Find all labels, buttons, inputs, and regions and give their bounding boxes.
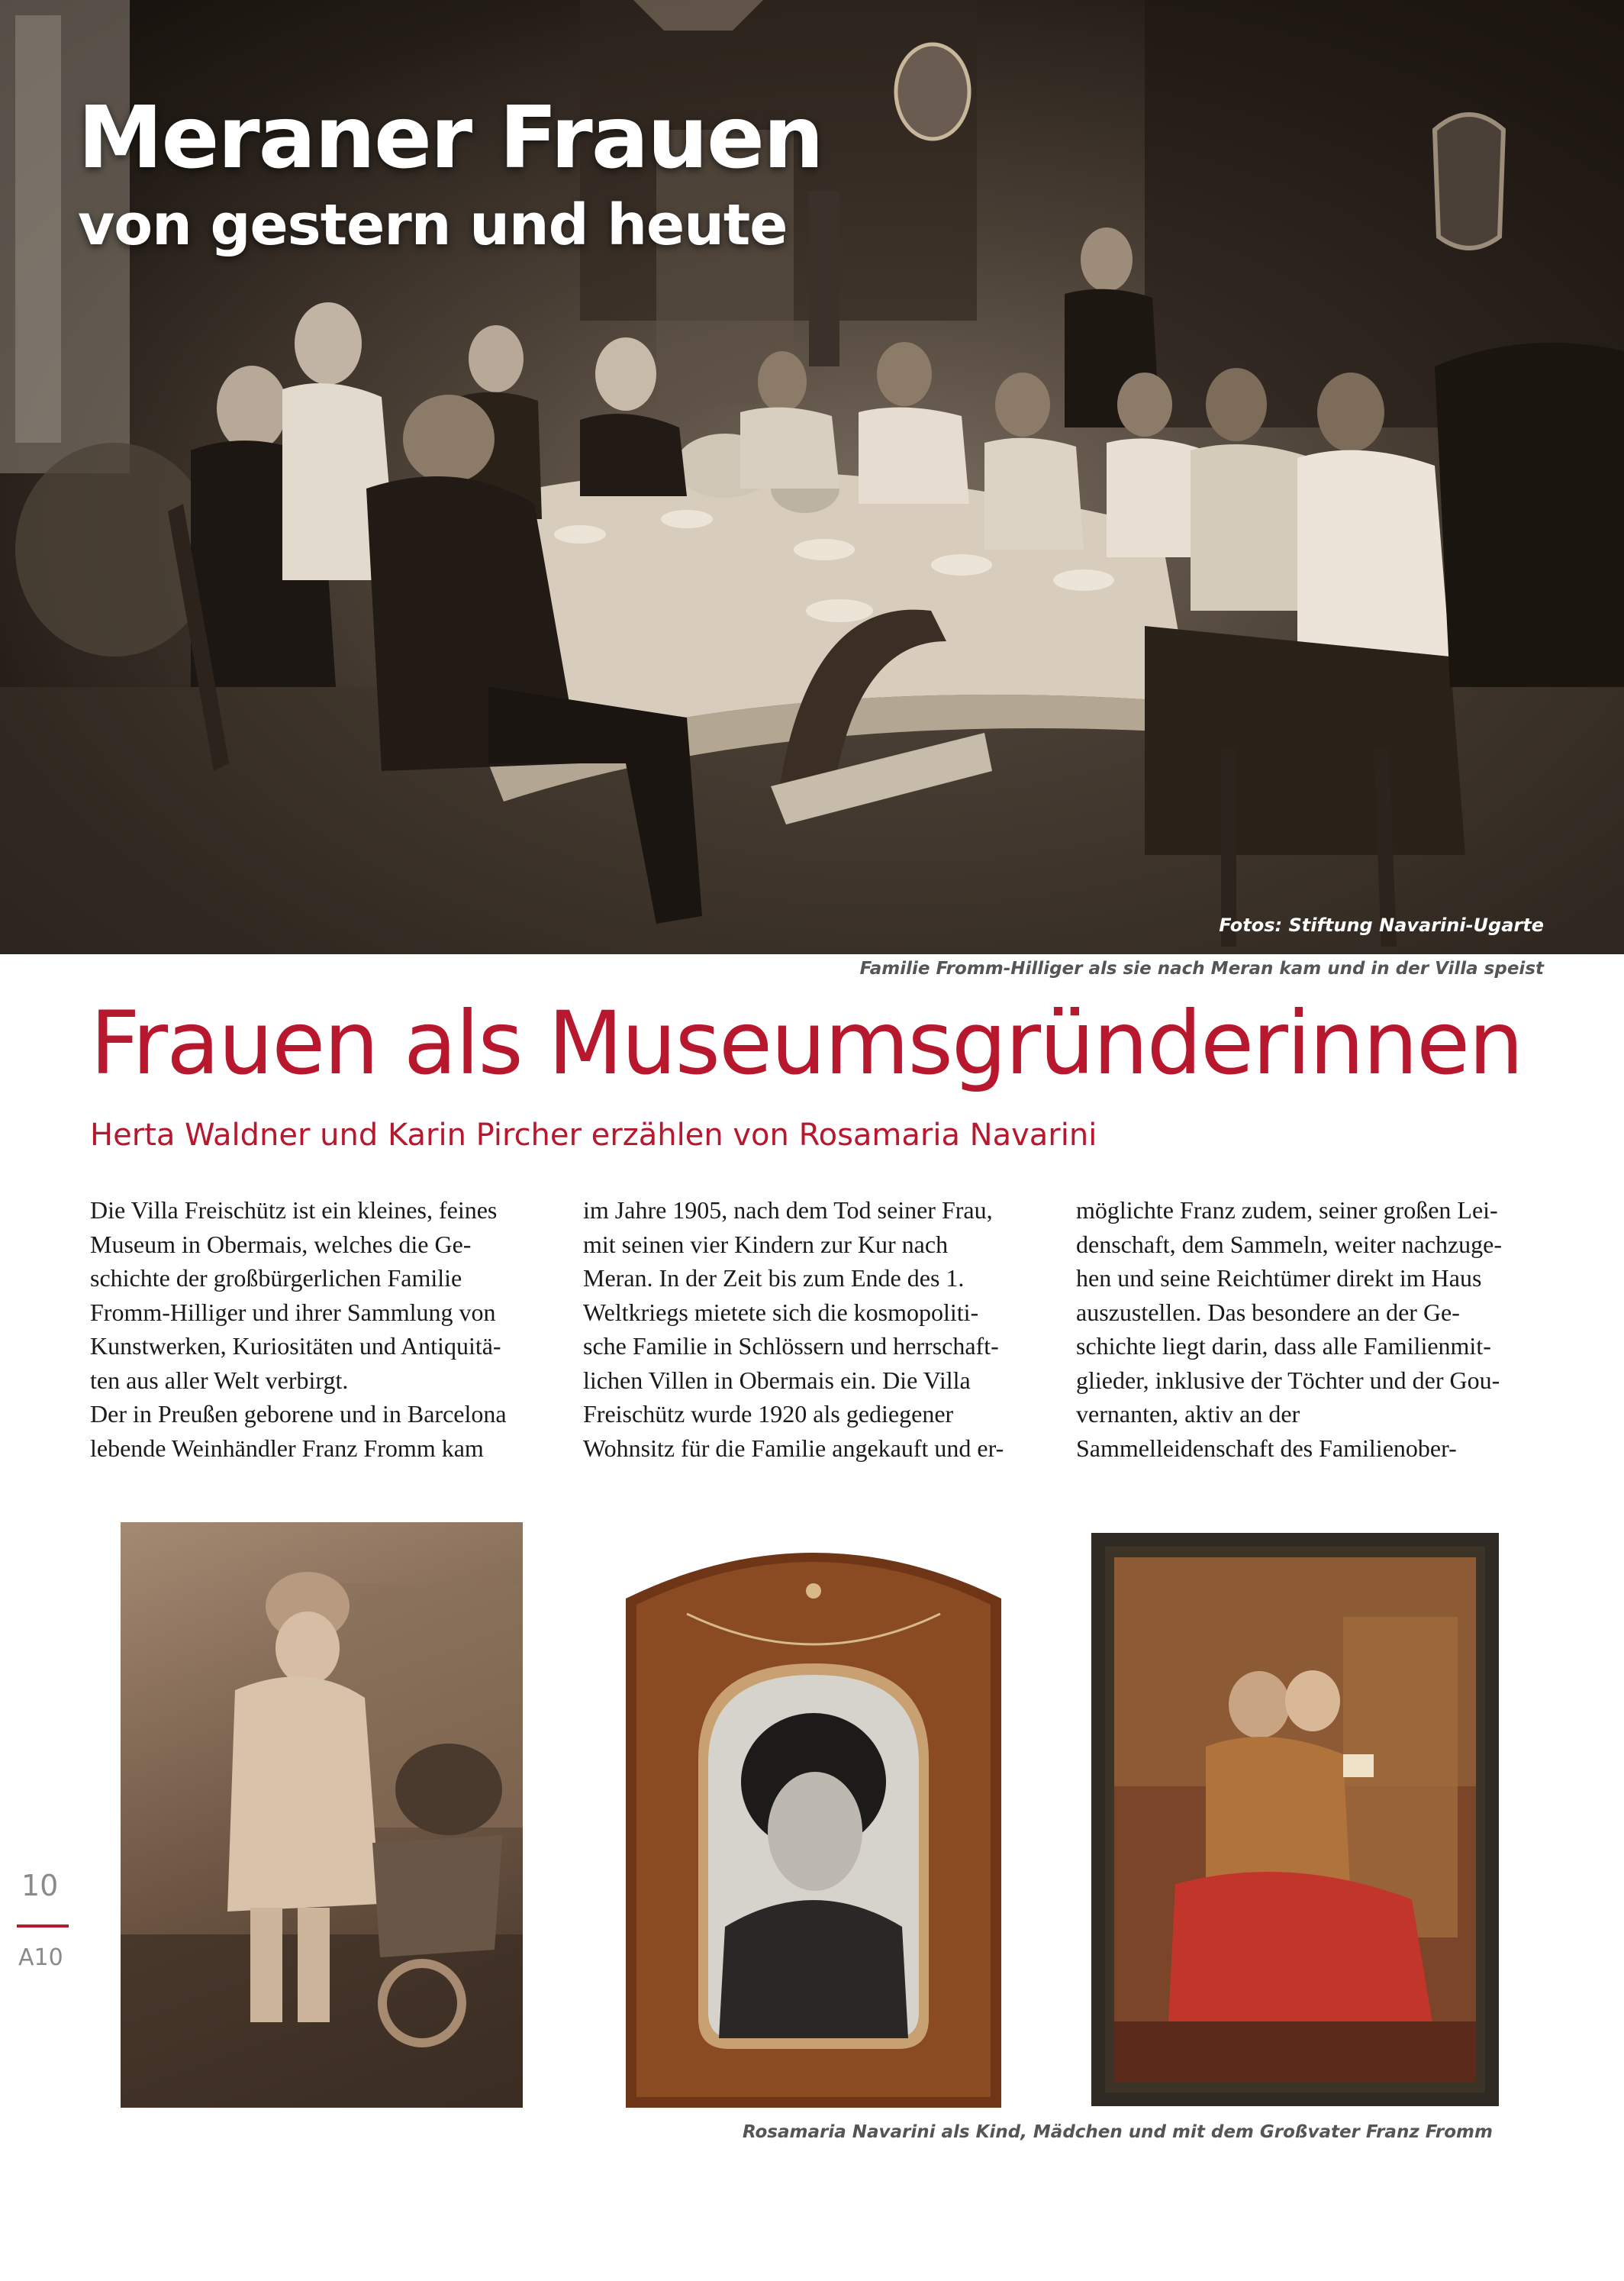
text-line: lebende Weinhändler Franz Fromm kam bbox=[90, 1434, 484, 1462]
article-headline: Frauen als Museumsgründerinnen bbox=[90, 992, 1522, 1094]
text-line: Freischütz wurde 1920 als gediegener bbox=[583, 1400, 954, 1428]
article-subheadline: Herta Waldner und Karin Pircher erzählen von Rosamaria Navarini bbox=[90, 1118, 1097, 1153]
text-line: Meran. In der Zeit bis zum Ende des 1. bbox=[583, 1264, 965, 1292]
hero-photo bbox=[0, 0, 1624, 954]
text-line: Fromm-Hilliger und ihrer Sammlung von bbox=[90, 1298, 496, 1326]
text-line: Der in Preußen geborene und in Barcelona bbox=[90, 1400, 507, 1428]
bottom-caption: Rosamaria Navarini als Kind, Mädchen und mit dem Großvater Franz Fromm bbox=[742, 2122, 1493, 2142]
text-column-3 bbox=[1076, 1193, 1543, 1465]
text-line: auszustellen. Das besondere an der Ge- bbox=[1076, 1298, 1460, 1326]
text-line: Museum in Obermais, welches die Ge- bbox=[90, 1230, 472, 1258]
portrait-frame-photo bbox=[626, 1530, 1001, 2108]
photo-credit: Fotos: Stiftung Navarini-Ugarte bbox=[1219, 915, 1544, 936]
text-line: möglichte Franz zudem, seiner großen Lei- bbox=[1076, 1196, 1498, 1224]
text-line: hen und seine Reichtümer direkt im Haus bbox=[1076, 1264, 1482, 1292]
hero-caption: Familie Fromm-Hilliger als sie nach Meran kam und in der Villa speist bbox=[859, 959, 1544, 979]
text-line: im Jahre 1905, nach dem Tod seiner Frau, bbox=[583, 1196, 993, 1224]
page-divider bbox=[17, 1924, 69, 1928]
text-column-2 bbox=[583, 1193, 1050, 1465]
page-number: 10 bbox=[21, 1869, 59, 1902]
text-line: Kunstwerken, Kuriositäten und Antiquitä- bbox=[90, 1332, 501, 1360]
painting-photo bbox=[1091, 1533, 1499, 2106]
text-line: ten aus aller Welt verbirgt. bbox=[90, 1366, 349, 1394]
text-line: schichte liegt darin, dass alle Familienmit- bbox=[1076, 1332, 1491, 1360]
page-code: A10 bbox=[18, 1944, 63, 1971]
text-line: Sammelleidenschaft des Familienober- bbox=[1076, 1434, 1457, 1462]
text-line: schichte der großbürgerlichen Familie bbox=[90, 1264, 462, 1292]
text-line: mit seinen vier Kindern zur Kur nach bbox=[583, 1230, 949, 1258]
hero-title: Meraner Frauen bbox=[78, 89, 823, 188]
text-line: denschaft, dem Sammeln, weiter nachzuge- bbox=[1076, 1230, 1502, 1258]
text-line: Wohnsitz für die Familie angekauft und er- bbox=[583, 1434, 1004, 1462]
hero-subtitle: von gestern und heute bbox=[78, 192, 788, 258]
text-line: vernanten, aktiv an der bbox=[1076, 1400, 1300, 1428]
child-photo bbox=[121, 1522, 523, 2108]
text-line: Die Villa Freischütz ist ein kleines, feines bbox=[90, 1196, 498, 1224]
text-line: sche Familie in Schlössern und herrschaft- bbox=[583, 1332, 999, 1360]
text-column-1 bbox=[90, 1193, 557, 1465]
text-line: Weltkriegs mietete sich die kosmopoliti- bbox=[583, 1298, 979, 1326]
text-line: lichen Villen in Obermais ein. Die Villa bbox=[583, 1366, 971, 1394]
text-line: glieder, inklusive der Töchter und der Gou- bbox=[1076, 1366, 1500, 1394]
